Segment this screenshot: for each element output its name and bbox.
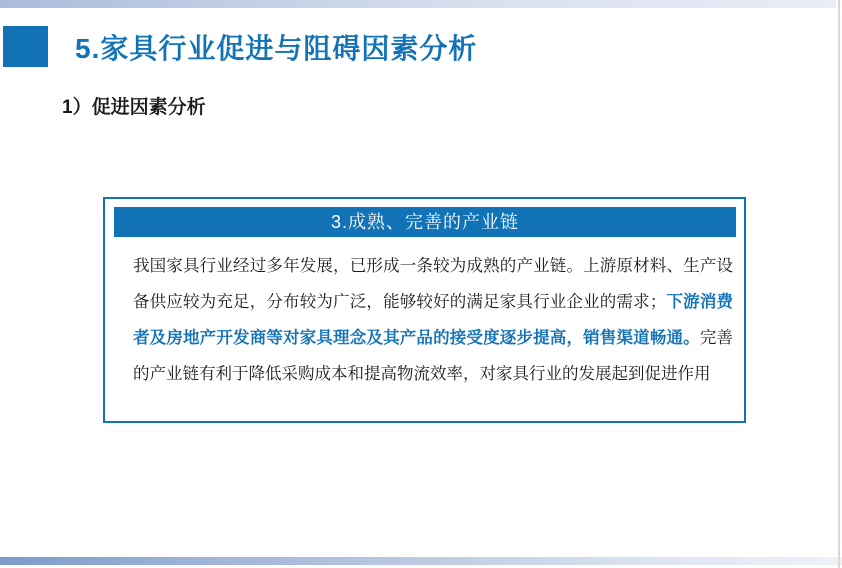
page-right-edge <box>838 0 840 568</box>
bottom-accent-bar <box>0 557 842 565</box>
top-accent-bar <box>0 0 836 8</box>
card-header: 3.成熟、完善的产业链 <box>114 207 736 237</box>
content-card <box>103 197 746 423</box>
body-segment: 完善的产业链有利于降低采购成本和提高物流效率，对家具行业的发展起到促进作用 <box>133 329 734 383</box>
body-segment: 我国家具行业经过多年发展，已形成一条较为成熟的产业链。上游原材料、生产设备供应较为充足，分布较为广泛，能够较好的满足家具行业企业的需求； <box>133 257 733 311</box>
page-title: 5.家具行业促进与阻碍因素分析 <box>75 33 478 64</box>
body-segment: 下游消费者及房地产开发商等对家具理念及其产品的接受度逐步提高，销售渠道畅通。 <box>133 293 734 347</box>
section-heading: 1）促进因素分析 <box>62 97 206 118</box>
card-body-text <box>133 248 733 392</box>
title-marker-square <box>3 26 48 67</box>
